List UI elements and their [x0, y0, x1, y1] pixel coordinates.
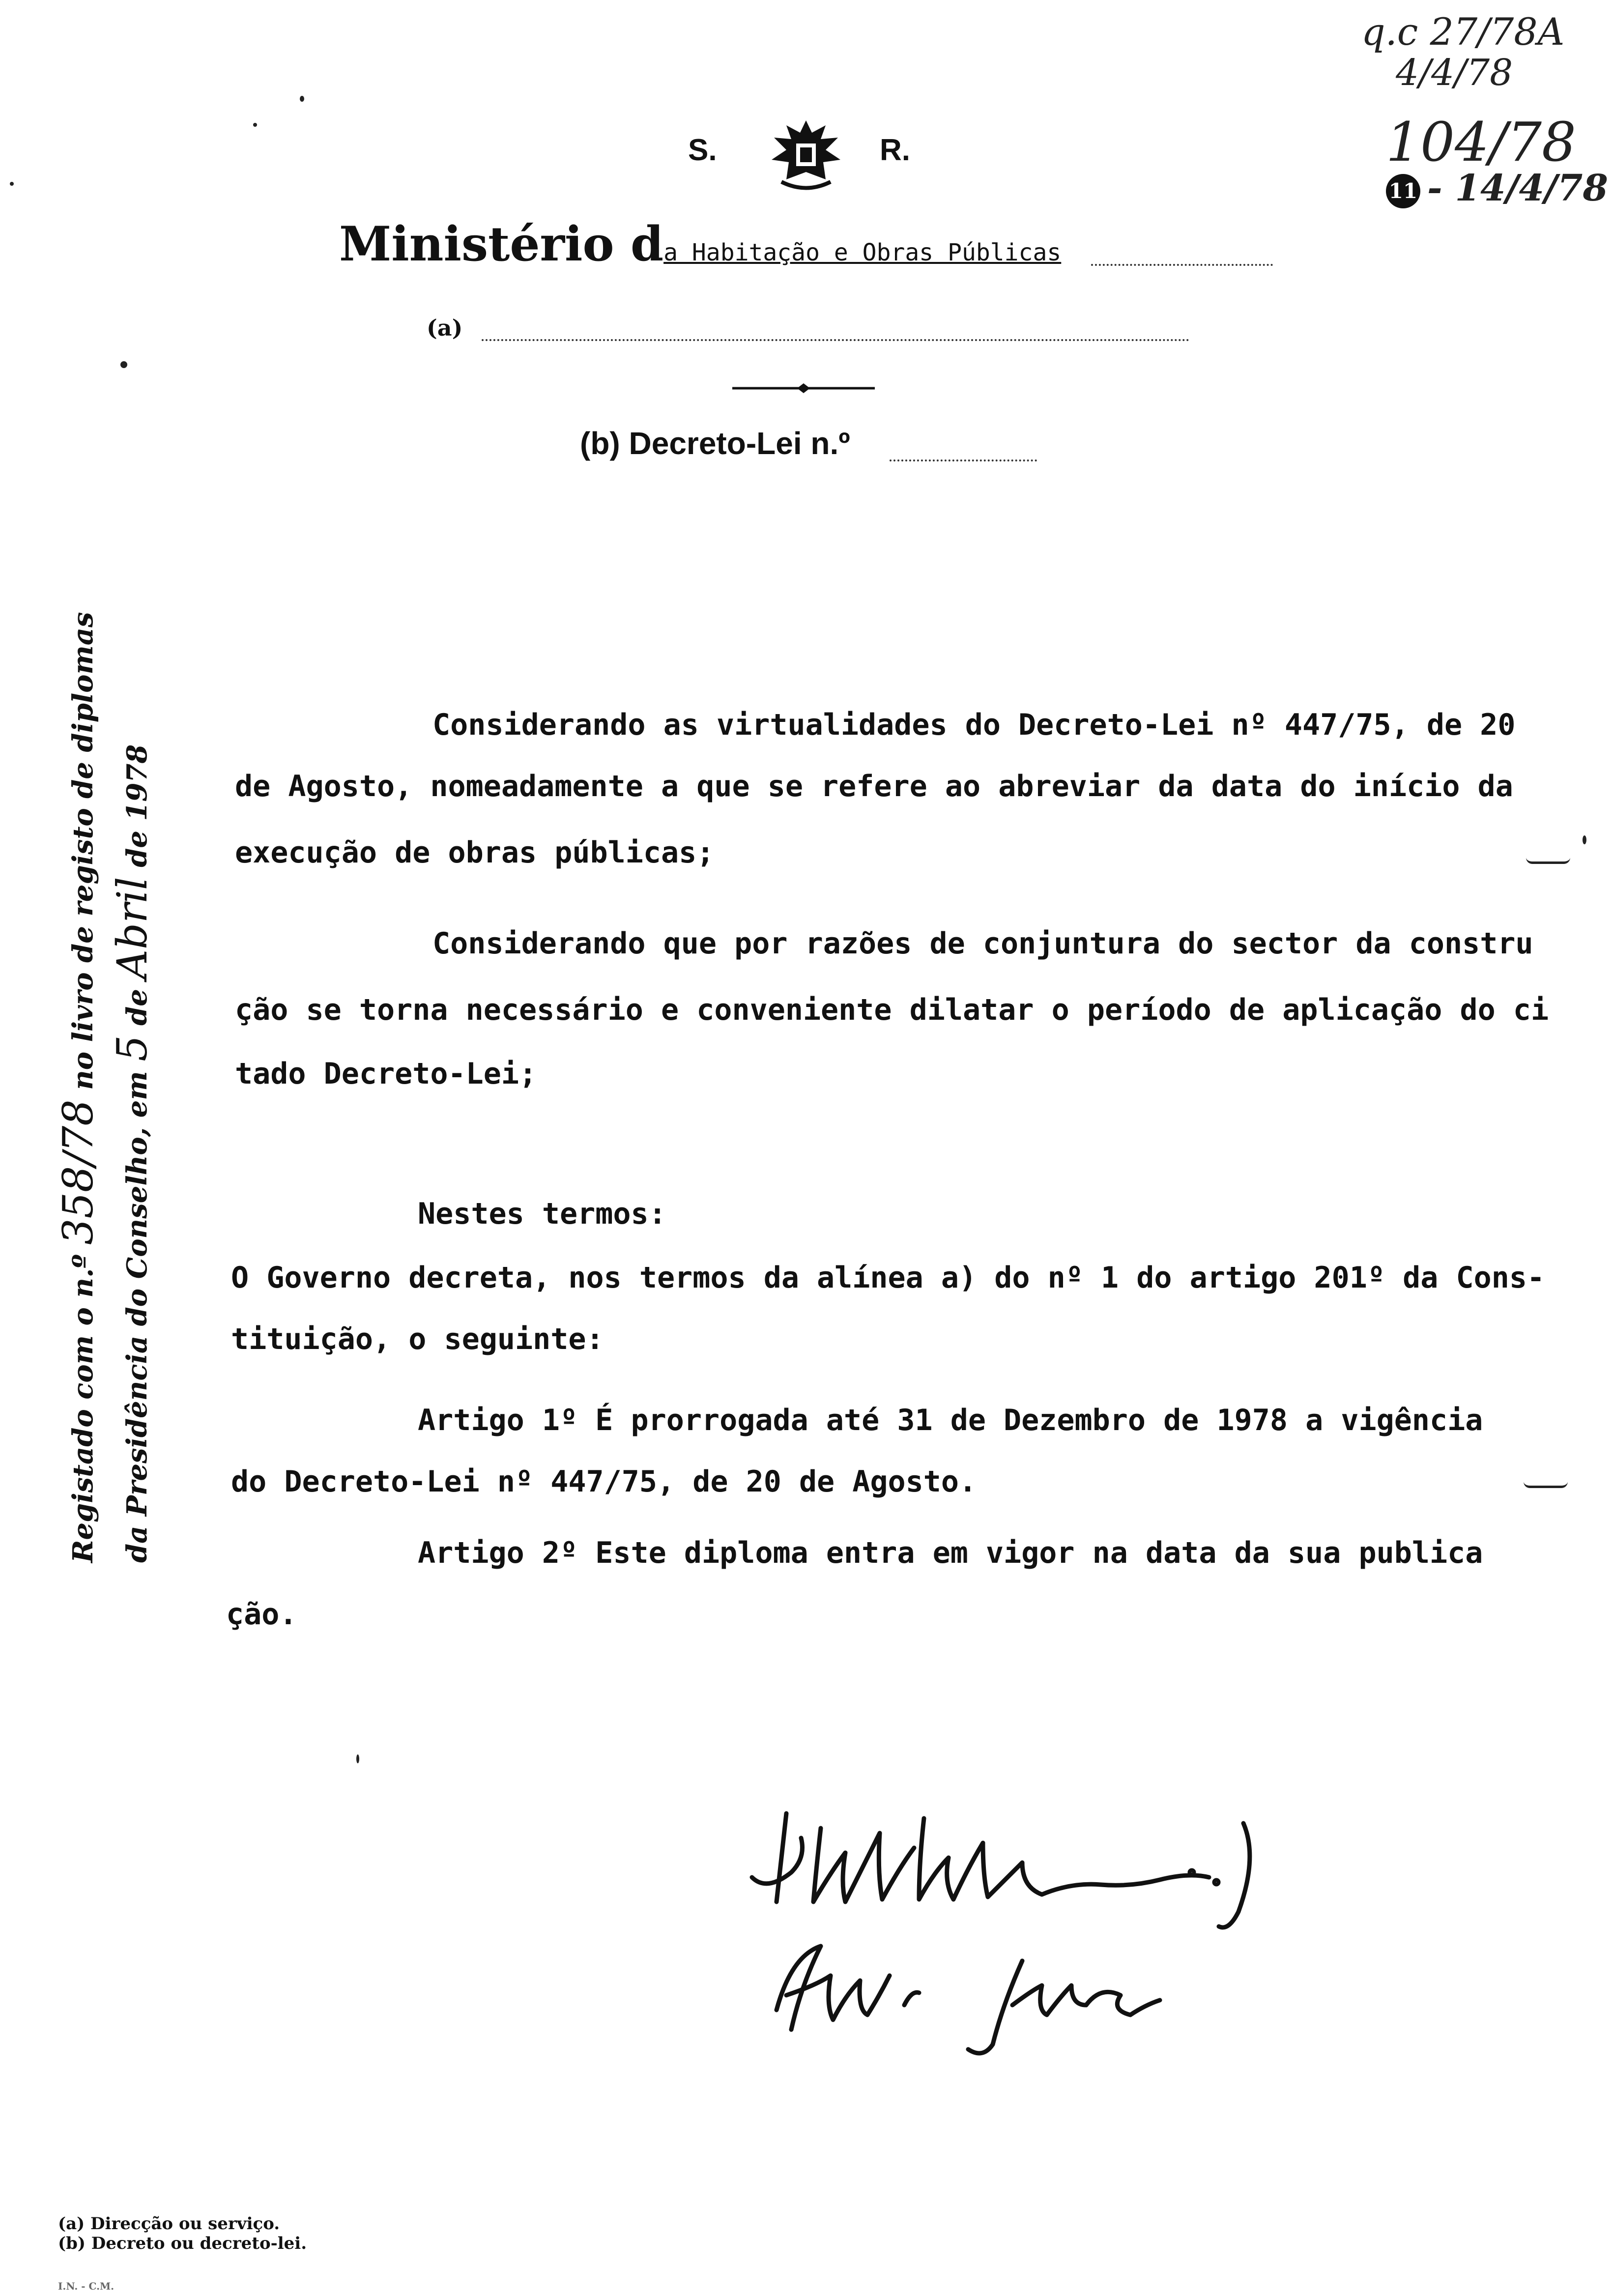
paragraph-nestes-termos: Nestes termos:: [418, 1197, 666, 1231]
article-1-line-2: do Decreto-Lei nº 447/75, de 20 de Agosto.: [231, 1464, 977, 1499]
stamp-text: Registado com o n.º: [67, 1254, 99, 1563]
signature-1: [752, 1813, 1209, 1902]
ministry-heading: [339, 216, 1061, 272]
archive-note-registration-date: - 14/4/78: [1427, 167, 1608, 209]
footnote-b: (b) Decreto ou decreto-lei.: [58, 2234, 307, 2253]
signatures: [747, 1799, 1504, 2074]
paragraph-2-line-1: Considerando que por razões de conjuntura do sector da constru: [432, 926, 1533, 961]
stamp-handwritten-month: Abril: [108, 877, 156, 979]
paragraph-1-line-1: Considerando as virtualidades do Decreto-Lei nº 447/75, de 20: [432, 708, 1516, 742]
ministry-name: a Habitação e Obras Públicas: [663, 239, 1062, 266]
paragraph-2-line-2: ção se torna necessário e conveniente dilatar o período de aplicação do ci: [235, 993, 1549, 1027]
registration-stamp-line-2: [108, 745, 156, 1563]
decree-number-label: (b) Decreto-Lei n.º: [580, 426, 850, 461]
stamp-text: no livro de registo de diplomas: [67, 612, 99, 1090]
paragraph-2-line-3: tado Decreto-Lei;: [235, 1057, 537, 1091]
paragraph-1-line-3: execução de obras públicas;: [235, 835, 715, 870]
scan-mark: [1526, 858, 1570, 864]
article-2-line-1: Artigo 2º Este diploma entra em vigor na data da sua publica: [418, 1536, 1483, 1570]
paragraph-1-line-2: de Agosto, nomeadamente a que se refere ao abreviar da data do início da: [235, 769, 1513, 804]
archive-note-registration: [1386, 167, 1608, 209]
decree-number-dotted-line: [890, 459, 1037, 461]
ornament-divider: [732, 383, 875, 393]
stamp-text: da Presidência do Conselho, em: [121, 1071, 153, 1563]
archive-note-number: 104/78: [1386, 111, 1576, 173]
stamp-text: de: [121, 989, 153, 1026]
registration-stamp-line-1: [54, 612, 102, 1563]
paragraph-4-line-1: O Governo decreta, nos termos da alínea a) do nº 1 do artigo 201º da Cons-: [231, 1261, 1545, 1295]
stamp-text: de 1978: [121, 744, 153, 867]
letterhead-r: R.: [880, 133, 910, 167]
scan-speck: [356, 1754, 359, 1763]
stamp-handwritten-day: 5: [108, 1035, 156, 1062]
archive-note-reference: q.c 27/78A: [1361, 10, 1565, 54]
registration-stamp: [54, 612, 182, 1563]
scan-speck: [300, 96, 304, 102]
coat-of-arms-icon: [757, 115, 855, 194]
scan-speck: [10, 182, 14, 186]
field-a-label: (a): [427, 315, 463, 341]
signature-2: [777, 1946, 1160, 2053]
scan-speck: [120, 361, 127, 368]
scan-speck: [1583, 835, 1586, 844]
ministry-prefix: Ministério d: [339, 216, 664, 272]
letterhead-s: S.: [688, 133, 717, 167]
circled-number-mark: 11: [1386, 174, 1420, 208]
stamp-handwritten-number: 358/78: [54, 1099, 102, 1245]
printer-imprint: I.N. - C.M.: [58, 2280, 115, 2292]
scan-speck: [253, 123, 257, 127]
scan-mark: [1524, 1482, 1568, 1488]
article-2-line-2: ção.: [226, 1597, 297, 1632]
field-a-dotted-line: [482, 339, 1189, 341]
dotted-line: [1091, 264, 1273, 266]
paragraph-4-line-2: tituição, o seguinte:: [231, 1322, 604, 1356]
article-1-line-1: Artigo 1º É prorrogada até 31 de Dezembro de 1978 a vigência: [418, 1403, 1483, 1437]
footnote-a: (a) Direcção ou serviço.: [58, 2214, 280, 2234]
archive-note-date: 4/4/78: [1396, 52, 1513, 94]
